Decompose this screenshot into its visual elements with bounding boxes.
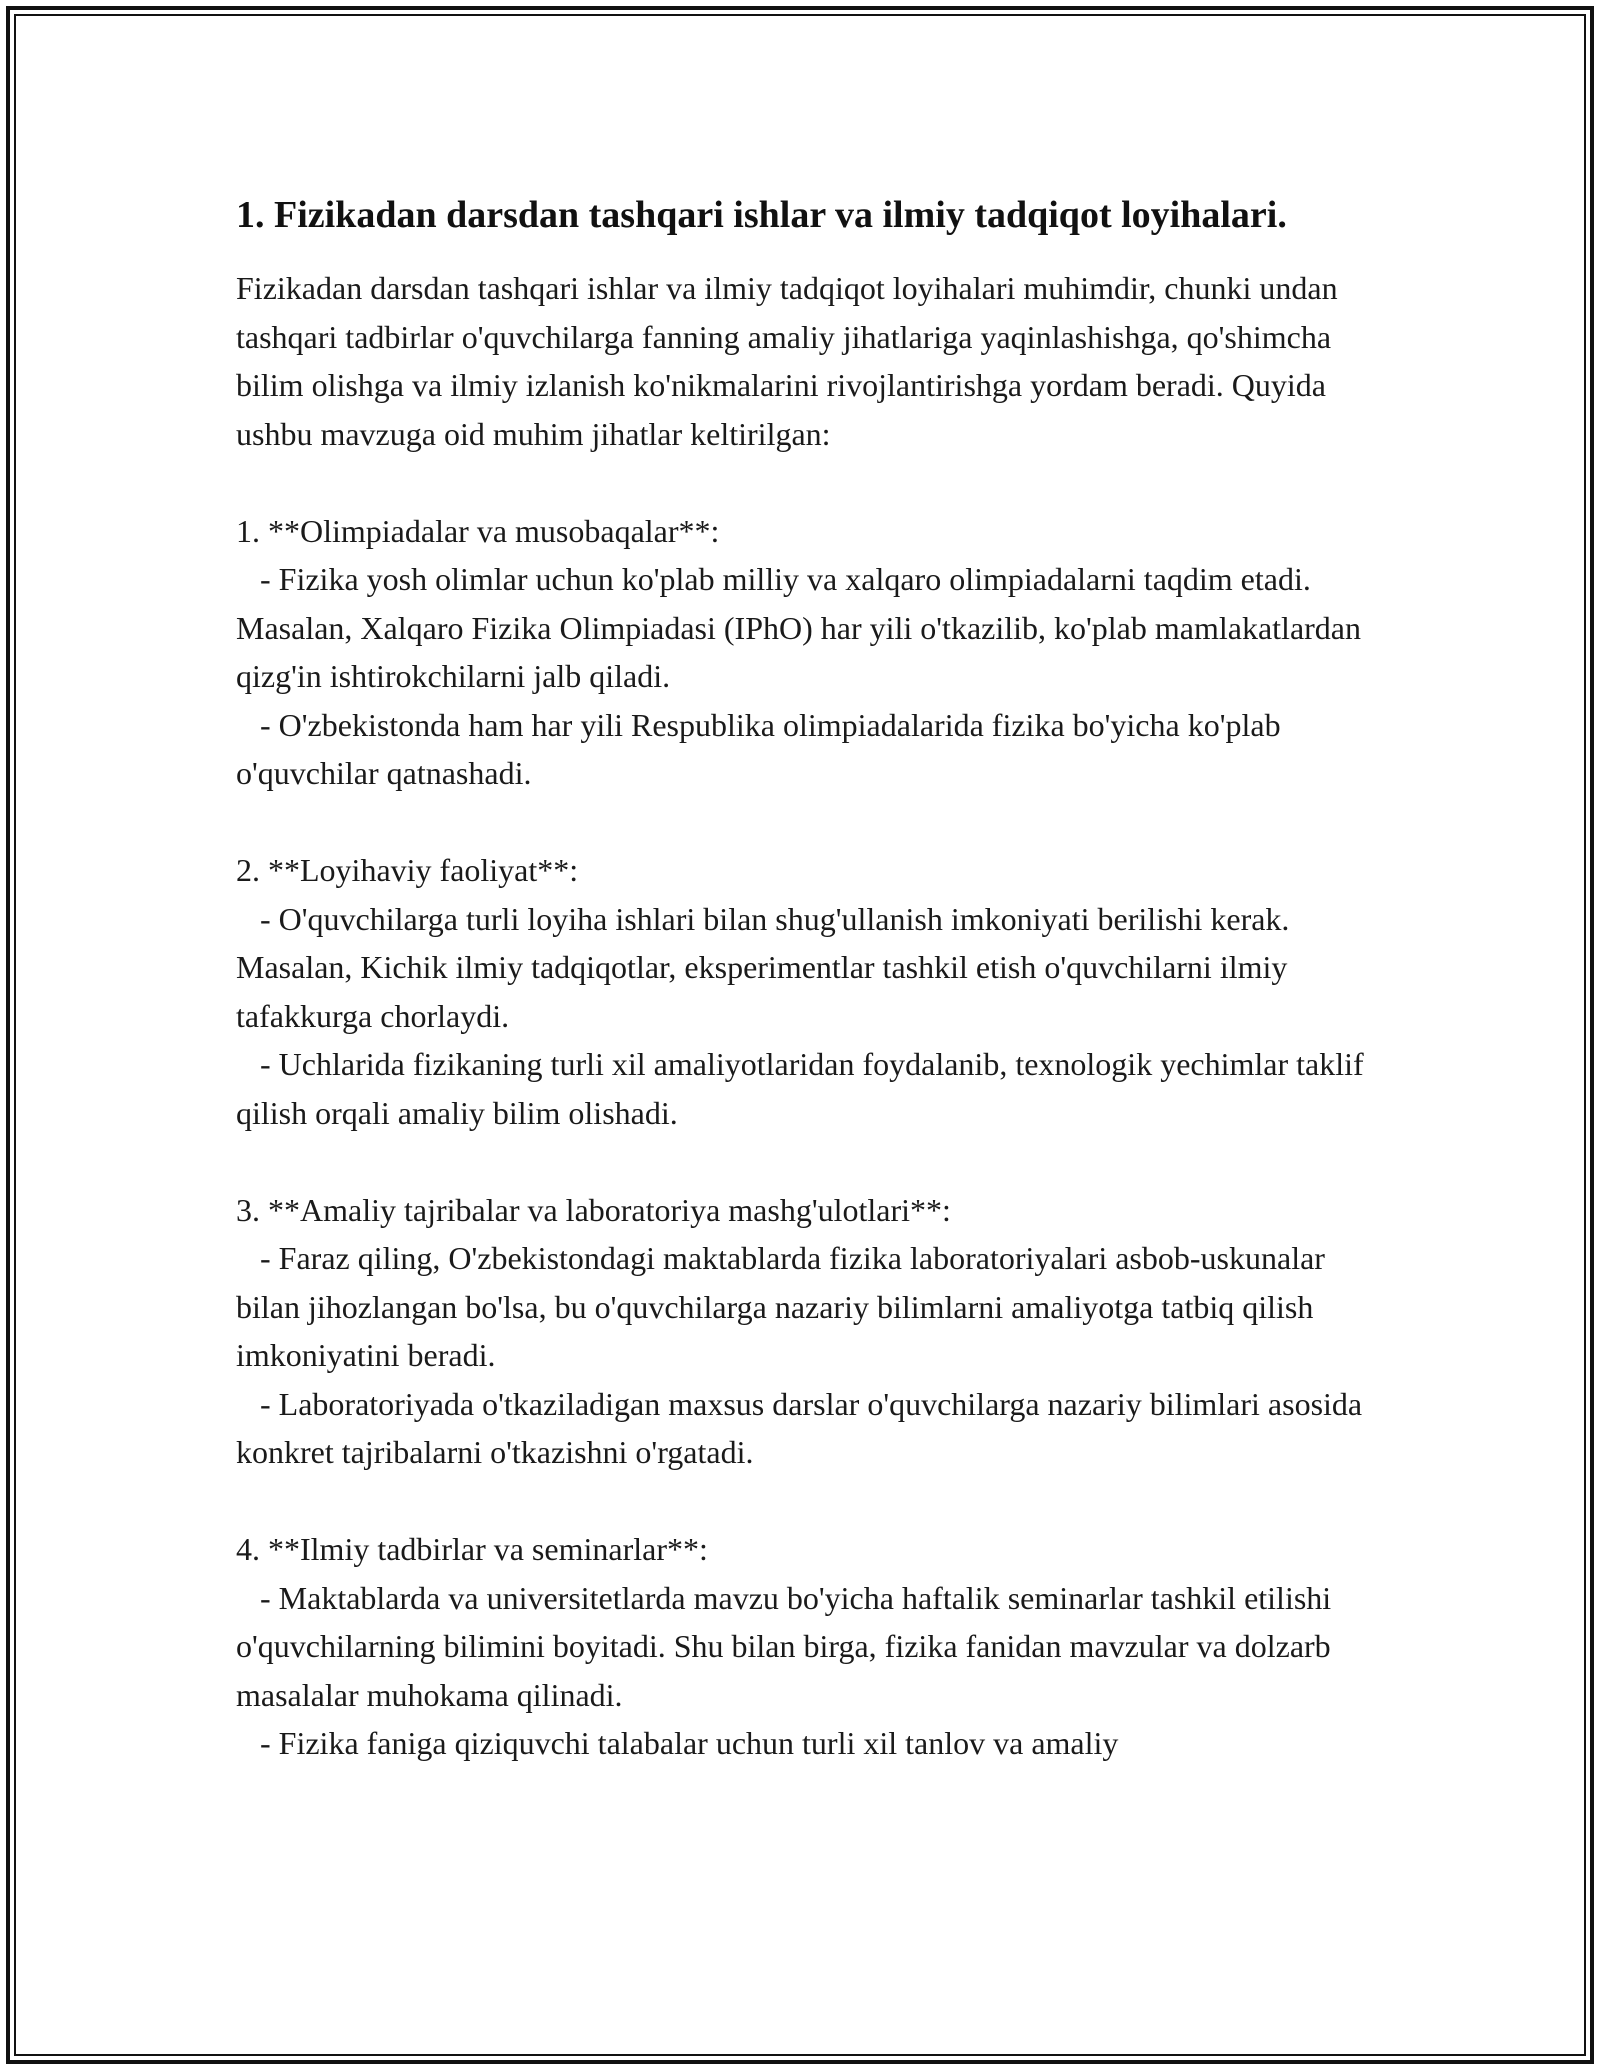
section-bullet: - Laboratoriyada o'tkaziladigan maxsus darslar o'quvchilarga nazariy bilimlari asosida konkret tajribalarni o'tkazishni o'rgatadi.	[236, 1385, 1371, 1470]
section-bullet: - Maktablarda va universitetlarda mavzu bo'yicha haftalik seminarlar tashkil etilishi o'quvchilarning bilimini boyitadi. Shu bilan birga, fizika fanidan mavzular va dolzarb masalalar muhokama qilinadi.	[236, 1579, 1340, 1713]
section-heading: 3. **Amaliy tajribalar va laboratoriya mashg'ulotlari**:	[236, 1191, 951, 1228]
section-heading: 4. **Ilmiy tadbirlar va seminarlar**:	[236, 1531, 708, 1567]
section-bullet: - Fizika yosh olimlar uchun ko'plab milliy va xalqaro olimpiadalarni taqdim etadi. Masalan, Xalqaro Fizika Olimpiadasi (IPhO) har yili o'tkazilib, ko'plab mamlakatlardan qizg'in ishtirokchilarni jalb qiladi.	[236, 561, 1369, 694]
intro-paragraph: Fizikadan darsdan tashqari ishlar va ilmiy tadqiqot loyihalari muhimdir, chunki undan tashqari tadbirlar o'quvchilarga fanning amaliy jihatlariga yaqinlashishga, qo'shimcha bilim olishga va ilmiy izlanish ko'nikmalarini rivojlantirishga yordam beradi. Quyida ushbu mavzuga oid muhim jihatlar keltirilgan:	[236, 270, 1338, 452]
section-bullet: - Faraz qiling, O'zbekistondagi maktablarda fizika laboratoriyalari asbob-uskunalar bilan jihozlangan bo'lsa, bu o'quvchilarga nazariy bilimlarni amaliyotga tatbiq qilish imkoniyatini beradi.	[236, 1240, 1333, 1373]
section-heading: 1. **Olimpiadalar va musobaqalar**:	[236, 512, 720, 549]
section-bullet: - Uchlarida fizikaning turli xil amaliyotlaridan foydalanib, texnologik yechimlar taklif qilish orqali amaliy bilim olishadi.	[236, 1046, 1372, 1131]
section-lab-practice	[236, 1186, 1386, 1477]
section-project-activity	[236, 846, 1386, 1137]
section-bullet: - Fizika faniga qiziquvchi talabalar uchun turli xil tanlov va amaliy	[236, 1725, 1119, 1761]
document-title: 1. Fizikadan darsdan tashqari ishlar va ilmiy tadqiqot loyihalari.	[236, 194, 1287, 236]
section-bullet: - O'zbekistonda ham har yili Respublika olimpiadalarida fizika bo'yicha ko'plab o'quvchilar qatnashadi.	[236, 706, 1289, 791]
section-heading: 2. **Loyihaviy faoliyat**:	[236, 852, 579, 888]
section-bullet: - O'quvchilarga turli loyiha ishlari bilan shug'ullanish imkoniyati berilishi kerak. Masalan, Kichik ilmiy tadqiqotlar, eksperimentlar tashkil etish o'quvchilarni ilmiy tafakkurga chorlaydi.	[236, 900, 1298, 1034]
section-seminars	[236, 1525, 1386, 1768]
document-body	[236, 188, 1386, 1768]
section-olympiads	[236, 507, 1386, 798]
